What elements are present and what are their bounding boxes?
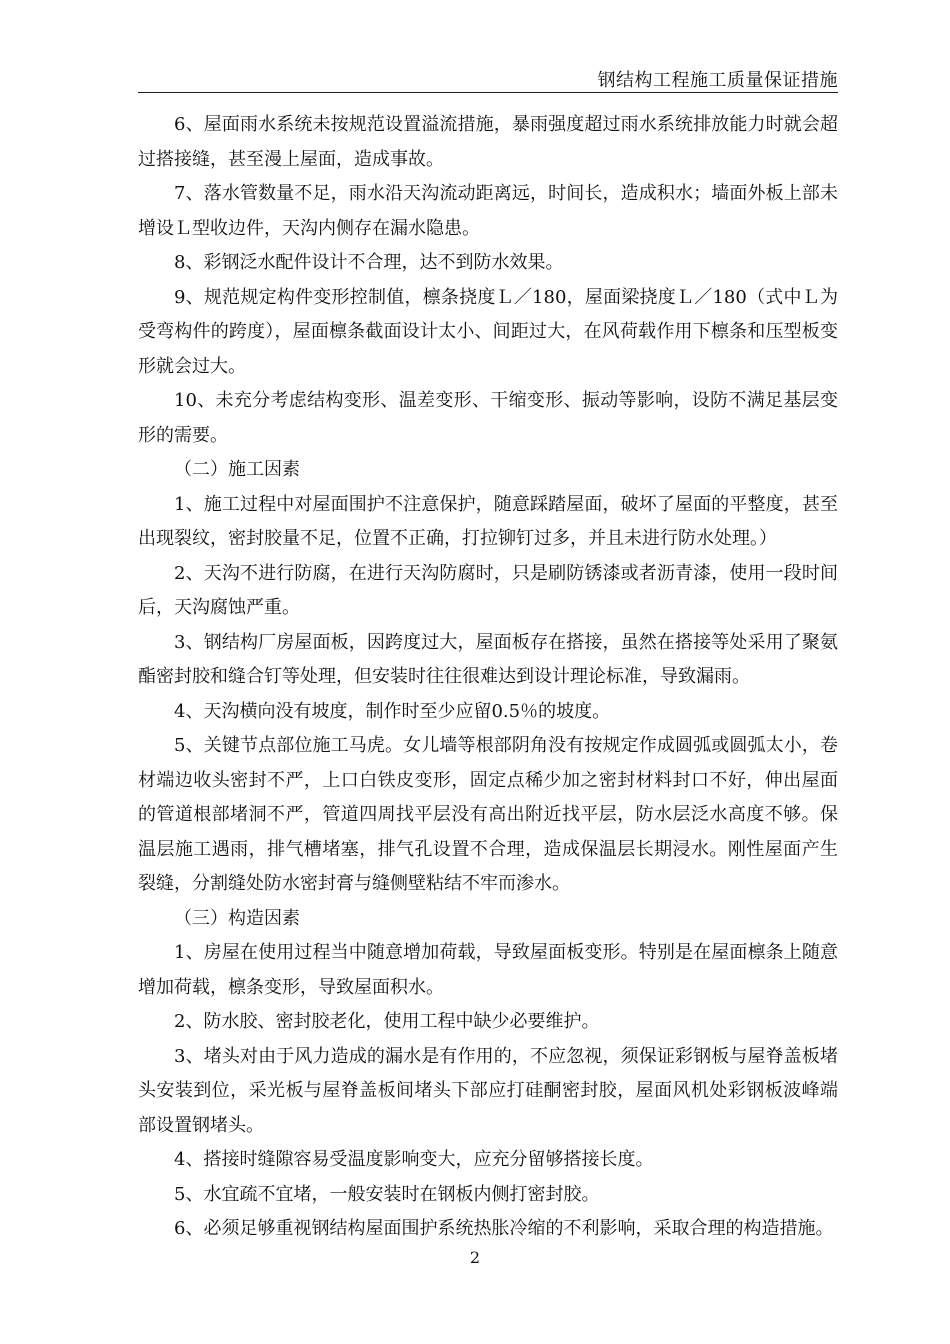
section-heading-construction-details: （三）构造因素 <box>174 907 300 929</box>
paragraph-extra-load: 1、房屋在使用过程当中随意增加荷载，导致屋面板变形。特别是在屋面檩条上随意增加荷载，檩条变形，导致屋面积水。 <box>138 942 838 998</box>
paragraph-deformation-control: 9、规范规定构件变形控制值，檩条挠度Ｌ／180，屋面梁挠度Ｌ／180（式中Ｌ为受弯构件的跨度），屋面檩条截面设计太小、间距过大，在风荷载作用下檩条和压型板变形就会过大。 <box>138 286 838 377</box>
paragraph-roof-panel-lap: 3、钢结构厂房屋面板，因跨度过大，屋面板存在搭接，虽然在搭接等处采用了聚氨酯密封胶和缝合钉等处理，但安装时往往很难达到设计理论标准，导致漏雨。 <box>138 631 838 687</box>
page-number: 2 <box>469 1248 481 1267</box>
document-body <box>138 108 838 1247</box>
paragraph-gutter-corrosion: 2、天沟不进行防腐，在进行天沟防腐时，只是刷防锈漆或者沥青漆，使用一段时间后，天沟腐蚀严重。 <box>138 562 838 618</box>
paragraph-key-nodes: 5、关键节点部位施工马虎。女儿墙等根部阴角没有按规定作成圆弧或圆弧太小，卷材端边收头密封不严，上口白铁皮变形，固定点稀少加之密封材料封口不好，伸出屋面的管道根部堵洞不严，管道四周找平层没有高出附近找平层，防水层泛水高度不够。保温层施工遇雨，排气槽堵塞，排气孔设置不合理，造成保温层长期浸水。刚性屋面产生裂缝，分割缝处防水密封膏与缝侧壁粘结不牢而渗水。 <box>138 735 838 894</box>
paragraph-flashing-design: 8、彩钢泛水配件设计不合理，达不到防水效果。 <box>174 252 564 273</box>
paragraph-thermal-expansion: 6、必须足够重视钢结构屋面围护系统热胀冷缩的不利影响，采取合理的构造措施。 <box>174 1218 834 1239</box>
paragraph-gutter-slope: 4、天沟横向没有坡度，制作时至少应留0.5％的坡度。 <box>174 700 611 722</box>
paragraph-lap-length: 4、搭接时缝隙容易受温度影响变大，应充分留够搭接长度。 <box>174 1149 654 1170</box>
section-heading-construction-factors: （二）施工因素 <box>174 459 300 480</box>
paragraph-roof-protection: 1、施工过程中对屋面围护不注意保护，随意踩踏屋面，破坏了屋面的平整度，甚至出现裂纹，密封胶量不足，位置不正确，打拉铆钉过多，并且未进行防水处理。） <box>138 493 838 549</box>
paragraph-structural-deformation: 10、未充分考虑结构变形、温差变形、干缩变形、振动等影响，设防不满足基层变形的需要。 <box>138 390 838 446</box>
paragraph-end-caps: 3、堵头对由于风力造成的漏水是有作用的，不应忽视，须保证彩钢板与屋脊盖板堵头安装到位，采光板与屋脊盖板间堵头下部应打硅酮密封胶，屋面风机处彩钢板波峰端部设置钢堵头。 <box>138 1045 838 1136</box>
page-header <box>138 62 838 93</box>
header-title: 钢结构工程施工质量保证措施 <box>597 70 838 91</box>
paragraph-drainage-sealing: 5、水宜疏不宜堵，一般安装时在钢板内侧打密封胶。 <box>174 1183 600 1205</box>
paragraph-sealant-aging: 2、防水胶、密封胶老化，使用工程中缺少必要维护。 <box>174 1011 600 1032</box>
paragraph-roof-rain-overflow: 6、屋面雨水系统未按规范设置溢流措施，暴雨强度超过雨水系统排放能力时就会超过搭接缝，甚至漫上屋面，造成事故。 <box>138 114 838 170</box>
paragraph-downpipe-count: 7、落水管数量不足，雨水沿天沟流动距离远，时间长，造成积水；墙面外板上部未增设Ｌ型收边件，天沟内侧存在漏水隐患。 <box>138 183 838 239</box>
